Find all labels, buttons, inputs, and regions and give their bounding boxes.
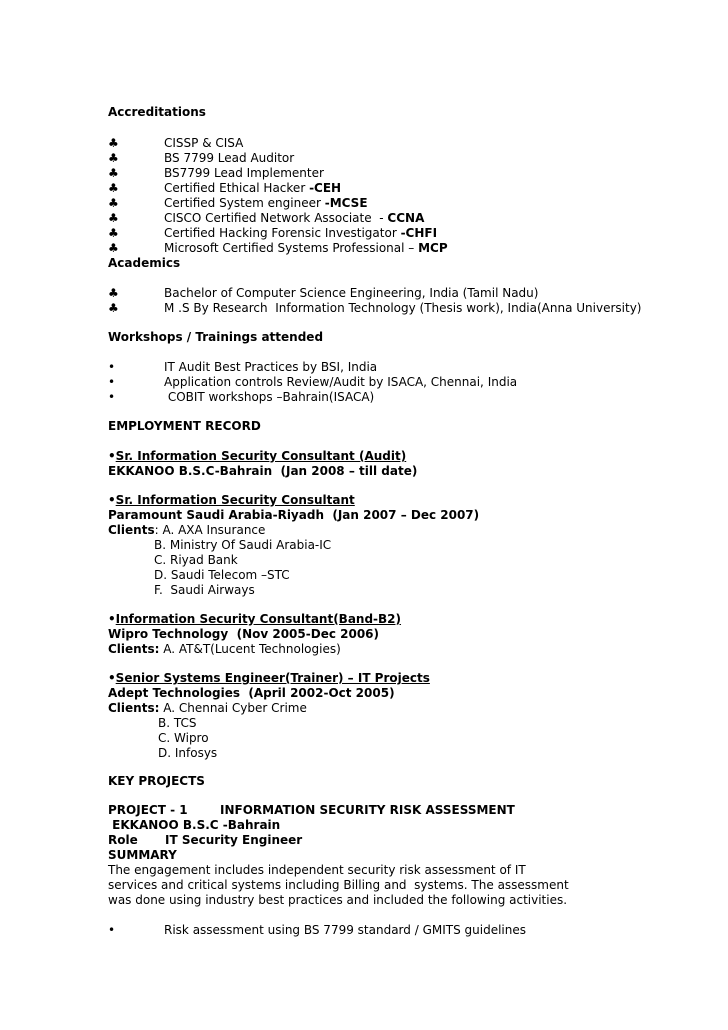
job-title: •Senior Systems Engineer(Trainer) – IT Projects <box>108 671 430 685</box>
bullet-icon: • <box>108 671 116 685</box>
bullet-icon: • <box>108 375 116 389</box>
club-bullet-icon: ♣ <box>108 136 119 150</box>
project-heading: PROJECT - 1 INFORMATION SECURITY RISK ASSESSMENT <box>108 803 515 817</box>
job-title: •Sr. Information Security Consultant <box>108 493 355 507</box>
client-item: F. Saudi Airways <box>154 583 255 597</box>
project-company: EKKANOO B.S.C -Bahrain <box>108 818 281 832</box>
summary-line: services and critical systems including Billing and systems. The assessment <box>108 878 569 892</box>
list-item: ♣ Bachelor of Computer Science Engineering, India (Tamil Nadu) <box>108 286 539 300</box>
client-item: C. Wipro <box>158 731 209 745</box>
bullet-icon: • <box>108 449 116 463</box>
list-item: ♣ BS 7799 Lead Auditor <box>108 151 295 165</box>
job-title: •Information Security Consultant(Band-B2) <box>108 612 402 626</box>
key-projects-heading: KEY PROJECTS <box>108 774 205 788</box>
club-bullet-icon: ♣ <box>108 181 119 195</box>
list-item: ♣ Certified System engineer -MCSE <box>108 196 368 210</box>
club-bullet-icon: ♣ <box>108 166 119 180</box>
client-item: B. TCS <box>158 716 197 730</box>
summary-line: The engagement includes independent security risk assessment of IT <box>108 863 526 877</box>
bullet-icon: • <box>108 360 116 374</box>
job-company: EKKANOO B.S.C-Bahrain (Jan 2008 – till date) <box>108 464 418 478</box>
job-title: •Sr. Information Security Consultant (Audit) <box>108 449 407 463</box>
list-item: ♣ M .S By Research Information Technology (Thesis work), India(Anna University) <box>108 301 642 315</box>
list-item: ♣ BS7799 Lead Implementer <box>108 166 324 180</box>
club-bullet-icon: ♣ <box>108 151 119 165</box>
club-bullet-icon: ♣ <box>108 196 119 210</box>
client-item: D. Infosys <box>158 746 218 760</box>
list-item: • Risk assessment using BS 7799 standard / GMITS guidelines <box>108 923 526 937</box>
job-company: Wipro Technology (Nov 2005-Dec 2006) <box>108 627 380 641</box>
club-bullet-icon: ♣ <box>108 241 119 255</box>
job-clients: Clients: A. Chennai Cyber Crime <box>108 701 307 715</box>
list-item: • IT Audit Best Practices by BSI, India <box>108 360 378 374</box>
employment-heading: EMPLOYMENT RECORD <box>108 419 261 433</box>
bullet-icon: • <box>108 493 116 507</box>
job-clients: Clients: A. AT&T(Lucent Technologies) <box>108 642 341 656</box>
academics-heading: Academics <box>108 256 181 270</box>
client-item: B. Ministry Of Saudi Arabia-IC <box>154 538 332 552</box>
list-item: • COBIT workshops –Bahrain(ISACA) <box>108 390 375 404</box>
list-item: ♣ Certified Hacking Forensic Investigator -CHFI <box>108 226 438 240</box>
client-item: C. Riyad Bank <box>154 553 238 567</box>
project-role: Role IT Security Engineer <box>108 833 303 847</box>
job-clients: Clients: A. AXA Insurance <box>108 523 266 537</box>
club-bullet-icon: ♣ <box>108 301 119 315</box>
list-item: ♣ Microsoft Certified Systems Professional – MCP <box>108 241 448 255</box>
accreditations-heading: Accreditations <box>108 105 206 119</box>
list-item: ♣ Certified Ethical Hacker -CEH <box>108 181 342 195</box>
client-item: D. Saudi Telecom –STC <box>154 568 290 582</box>
summary-heading: SUMMARY <box>108 848 177 862</box>
summary-line: was done using industry best practices and included the following activities. <box>108 893 568 907</box>
list-item: • Application controls Review/Audit by ISACA, Chennai, India <box>108 375 518 389</box>
club-bullet-icon: ♣ <box>108 286 119 300</box>
club-bullet-icon: ♣ <box>108 226 119 240</box>
bullet-icon: • <box>108 390 116 404</box>
workshops-heading: Workshops / Trainings attended <box>108 330 324 344</box>
bullet-icon: • <box>108 923 116 937</box>
list-item: ♣ CISSP & CISA <box>108 136 244 150</box>
club-bullet-icon: ♣ <box>108 211 119 225</box>
job-company: Adept Technologies (April 2002-Oct 2005) <box>108 686 395 700</box>
bullet-icon: • <box>108 612 116 626</box>
list-item: ♣ CISCO Certified Network Associate - CCNA <box>108 211 425 225</box>
job-company: Paramount Saudi Arabia-Riyadh (Jan 2007 – Dec 2007) <box>108 508 480 522</box>
